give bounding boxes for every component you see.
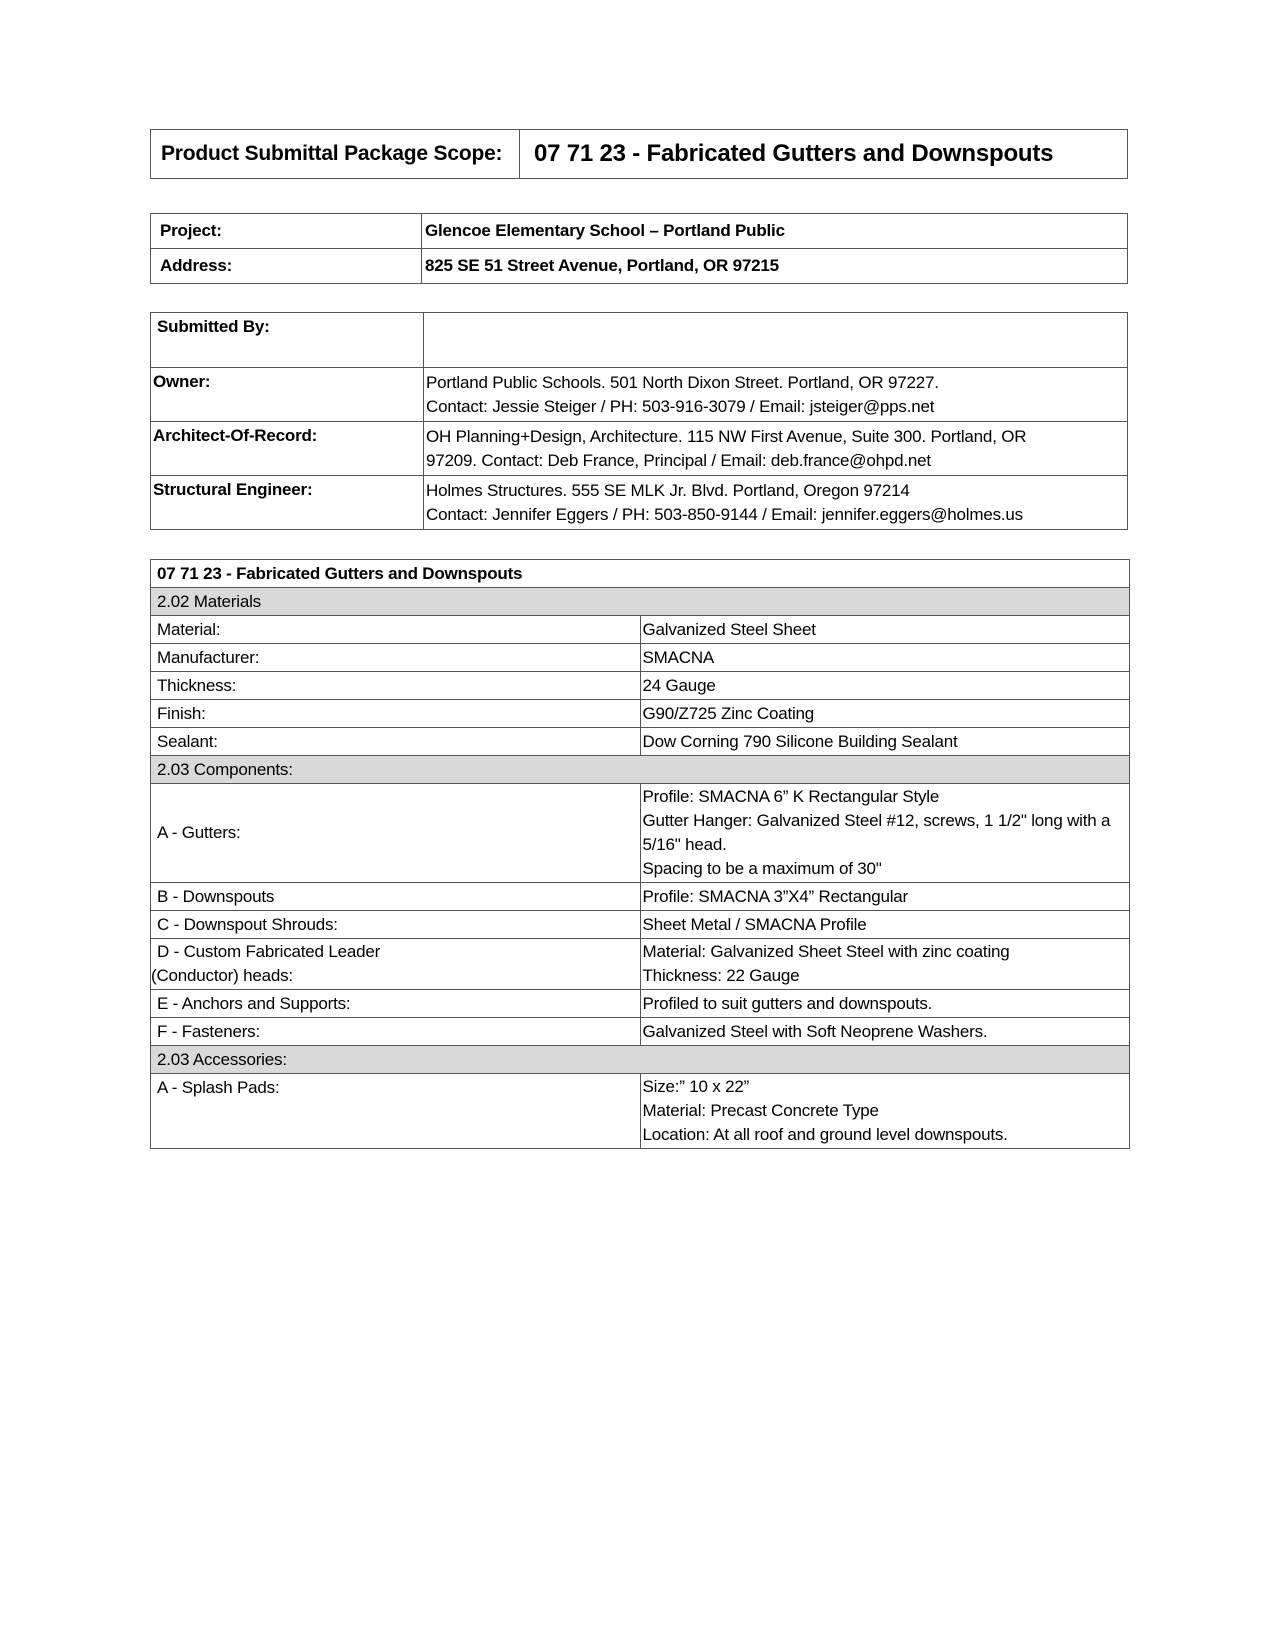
material-label: Thickness: [151, 672, 641, 700]
owner-label: Owner: [151, 368, 424, 422]
accessory-label: A - Splash Pads: [151, 1074, 641, 1149]
material-row [151, 700, 1130, 728]
materials-header: 2.02 Materials [151, 588, 1130, 616]
material-value: SMACNA [640, 644, 1130, 672]
component-label: F - Fasteners: [151, 1018, 641, 1046]
component-label: A - Gutters: [151, 784, 641, 883]
component-label: B - Downspouts [151, 883, 641, 911]
address-value: 825 SE 51 Street Avenue, Portland, OR 97215 [422, 249, 1128, 284]
submitted-by-value [424, 313, 1128, 368]
component-line: Gutter Hanger: Galvanized Steel #12, screws, 1 1/2" long with a 5/16" head. [642, 811, 1111, 854]
material-label: Sealant: [151, 728, 641, 756]
component-line: Profile: SMACNA 6” K Rectangular Style [642, 787, 940, 806]
component-row [151, 911, 1130, 939]
component-value: Profiled to suit gutters and downspouts. [640, 990, 1130, 1018]
component-row [151, 1018, 1130, 1046]
component-value: Galvanized Steel with Soft Neoprene Washers. [640, 1018, 1130, 1046]
material-value: Dow Corning 790 Silicone Building Sealant [640, 728, 1130, 756]
scope-table [150, 129, 1128, 179]
component-row [151, 939, 1130, 990]
accessories-header: 2.03 Accessories: [151, 1046, 1130, 1074]
material-label: Finish: [151, 700, 641, 728]
material-row [151, 672, 1130, 700]
architect-value [424, 422, 1128, 476]
component-row [151, 784, 1130, 883]
scope-label: Product Submittal Package Scope: [151, 130, 520, 179]
spec-table [150, 559, 1130, 1149]
owner-line-2: Contact: Jessie Steiger / PH: 503-916-3079 / Email: jsteiger@pps.net [426, 396, 935, 416]
components-header-row [151, 756, 1130, 784]
accessories-header-row [151, 1046, 1130, 1074]
spec-title-row [151, 560, 1130, 588]
accessory-line: Size:” 10 x 22” [642, 1077, 750, 1096]
material-value: Galvanized Steel Sheet [640, 616, 1130, 644]
address-row [151, 249, 1128, 284]
scope-value: 07 71 23 - Fabricated Gutters and Downspouts [520, 130, 1128, 179]
material-label: Manufacturer: [151, 644, 641, 672]
component-row [151, 883, 1130, 911]
material-value: 24 Gauge [640, 672, 1130, 700]
scope-row [151, 130, 1128, 179]
component-value: Sheet Metal / SMACNA Profile [640, 911, 1130, 939]
component-line: Thickness: 22 Gauge [642, 966, 800, 985]
project-row [151, 214, 1128, 249]
material-row [151, 728, 1130, 756]
material-value: G90/Z725 Zinc Coating [640, 700, 1130, 728]
accessory-line: Material: Precast Concrete Type [642, 1101, 879, 1120]
owner-value [424, 368, 1128, 422]
engineer-value [424, 476, 1128, 530]
architect-label: Architect-Of-Record: [151, 422, 424, 476]
owner-line-1: Portland Public Schools. 501 North Dixon Street. Portland, OR 97227. [426, 372, 939, 392]
accessory-value [640, 1074, 1130, 1149]
address-label: Address: [151, 249, 422, 284]
component-label-line: D - Custom Fabricated Leader [157, 942, 381, 961]
component-line: Spacing to be a maximum of 30" [642, 859, 882, 878]
project-value: Glencoe Elementary School – Portland Public [422, 214, 1128, 249]
component-value [640, 784, 1130, 883]
engineer-line-2: Contact: Jennifer Eggers / PH: 503-850-9144 / Email: jennifer.eggers@holmes.us [426, 504, 1023, 524]
component-label-line: (Conductor) heads: [151, 966, 293, 985]
component-label: C - Downspout Shrouds: [151, 911, 641, 939]
project-table [150, 213, 1128, 284]
component-line: Material: Galvanized Sheet Steel with zinc coating [642, 942, 1010, 961]
materials-header-row [151, 588, 1130, 616]
component-label [151, 939, 641, 990]
submitted-by-row [151, 313, 1128, 368]
submitted-by-label: Submitted By: [151, 313, 424, 368]
component-value [640, 939, 1130, 990]
project-label: Project: [151, 214, 422, 249]
component-label: E - Anchors and Supports: [151, 990, 641, 1018]
architect-line-2: 97209. Contact: Deb France, Principal / Email: deb.france@ohpd.net [426, 450, 931, 470]
architect-row [151, 422, 1128, 476]
component-value: Profile: SMACNA 3”X4” Rectangular [640, 883, 1130, 911]
material-row [151, 644, 1130, 672]
material-label: Material: [151, 616, 641, 644]
engineer-line-1: Holmes Structures. 555 SE MLK Jr. Blvd. Portland, Oregon 97214 [426, 480, 910, 500]
component-row [151, 990, 1130, 1018]
engineer-row [151, 476, 1128, 530]
accessory-line: Location: At all roof and ground level downspouts. [642, 1125, 1008, 1144]
accessory-row [151, 1074, 1130, 1149]
architect-line-1: OH Planning+Design, Architecture. 115 NW First Avenue, Suite 300. Portland, OR [426, 426, 1027, 446]
components-header: 2.03 Components: [151, 756, 1130, 784]
engineer-label: Structural Engineer: [151, 476, 424, 530]
contacts-table [150, 312, 1128, 530]
spec-title: 07 71 23 - Fabricated Gutters and Downspouts [151, 560, 1130, 588]
material-row [151, 616, 1130, 644]
owner-row [151, 368, 1128, 422]
